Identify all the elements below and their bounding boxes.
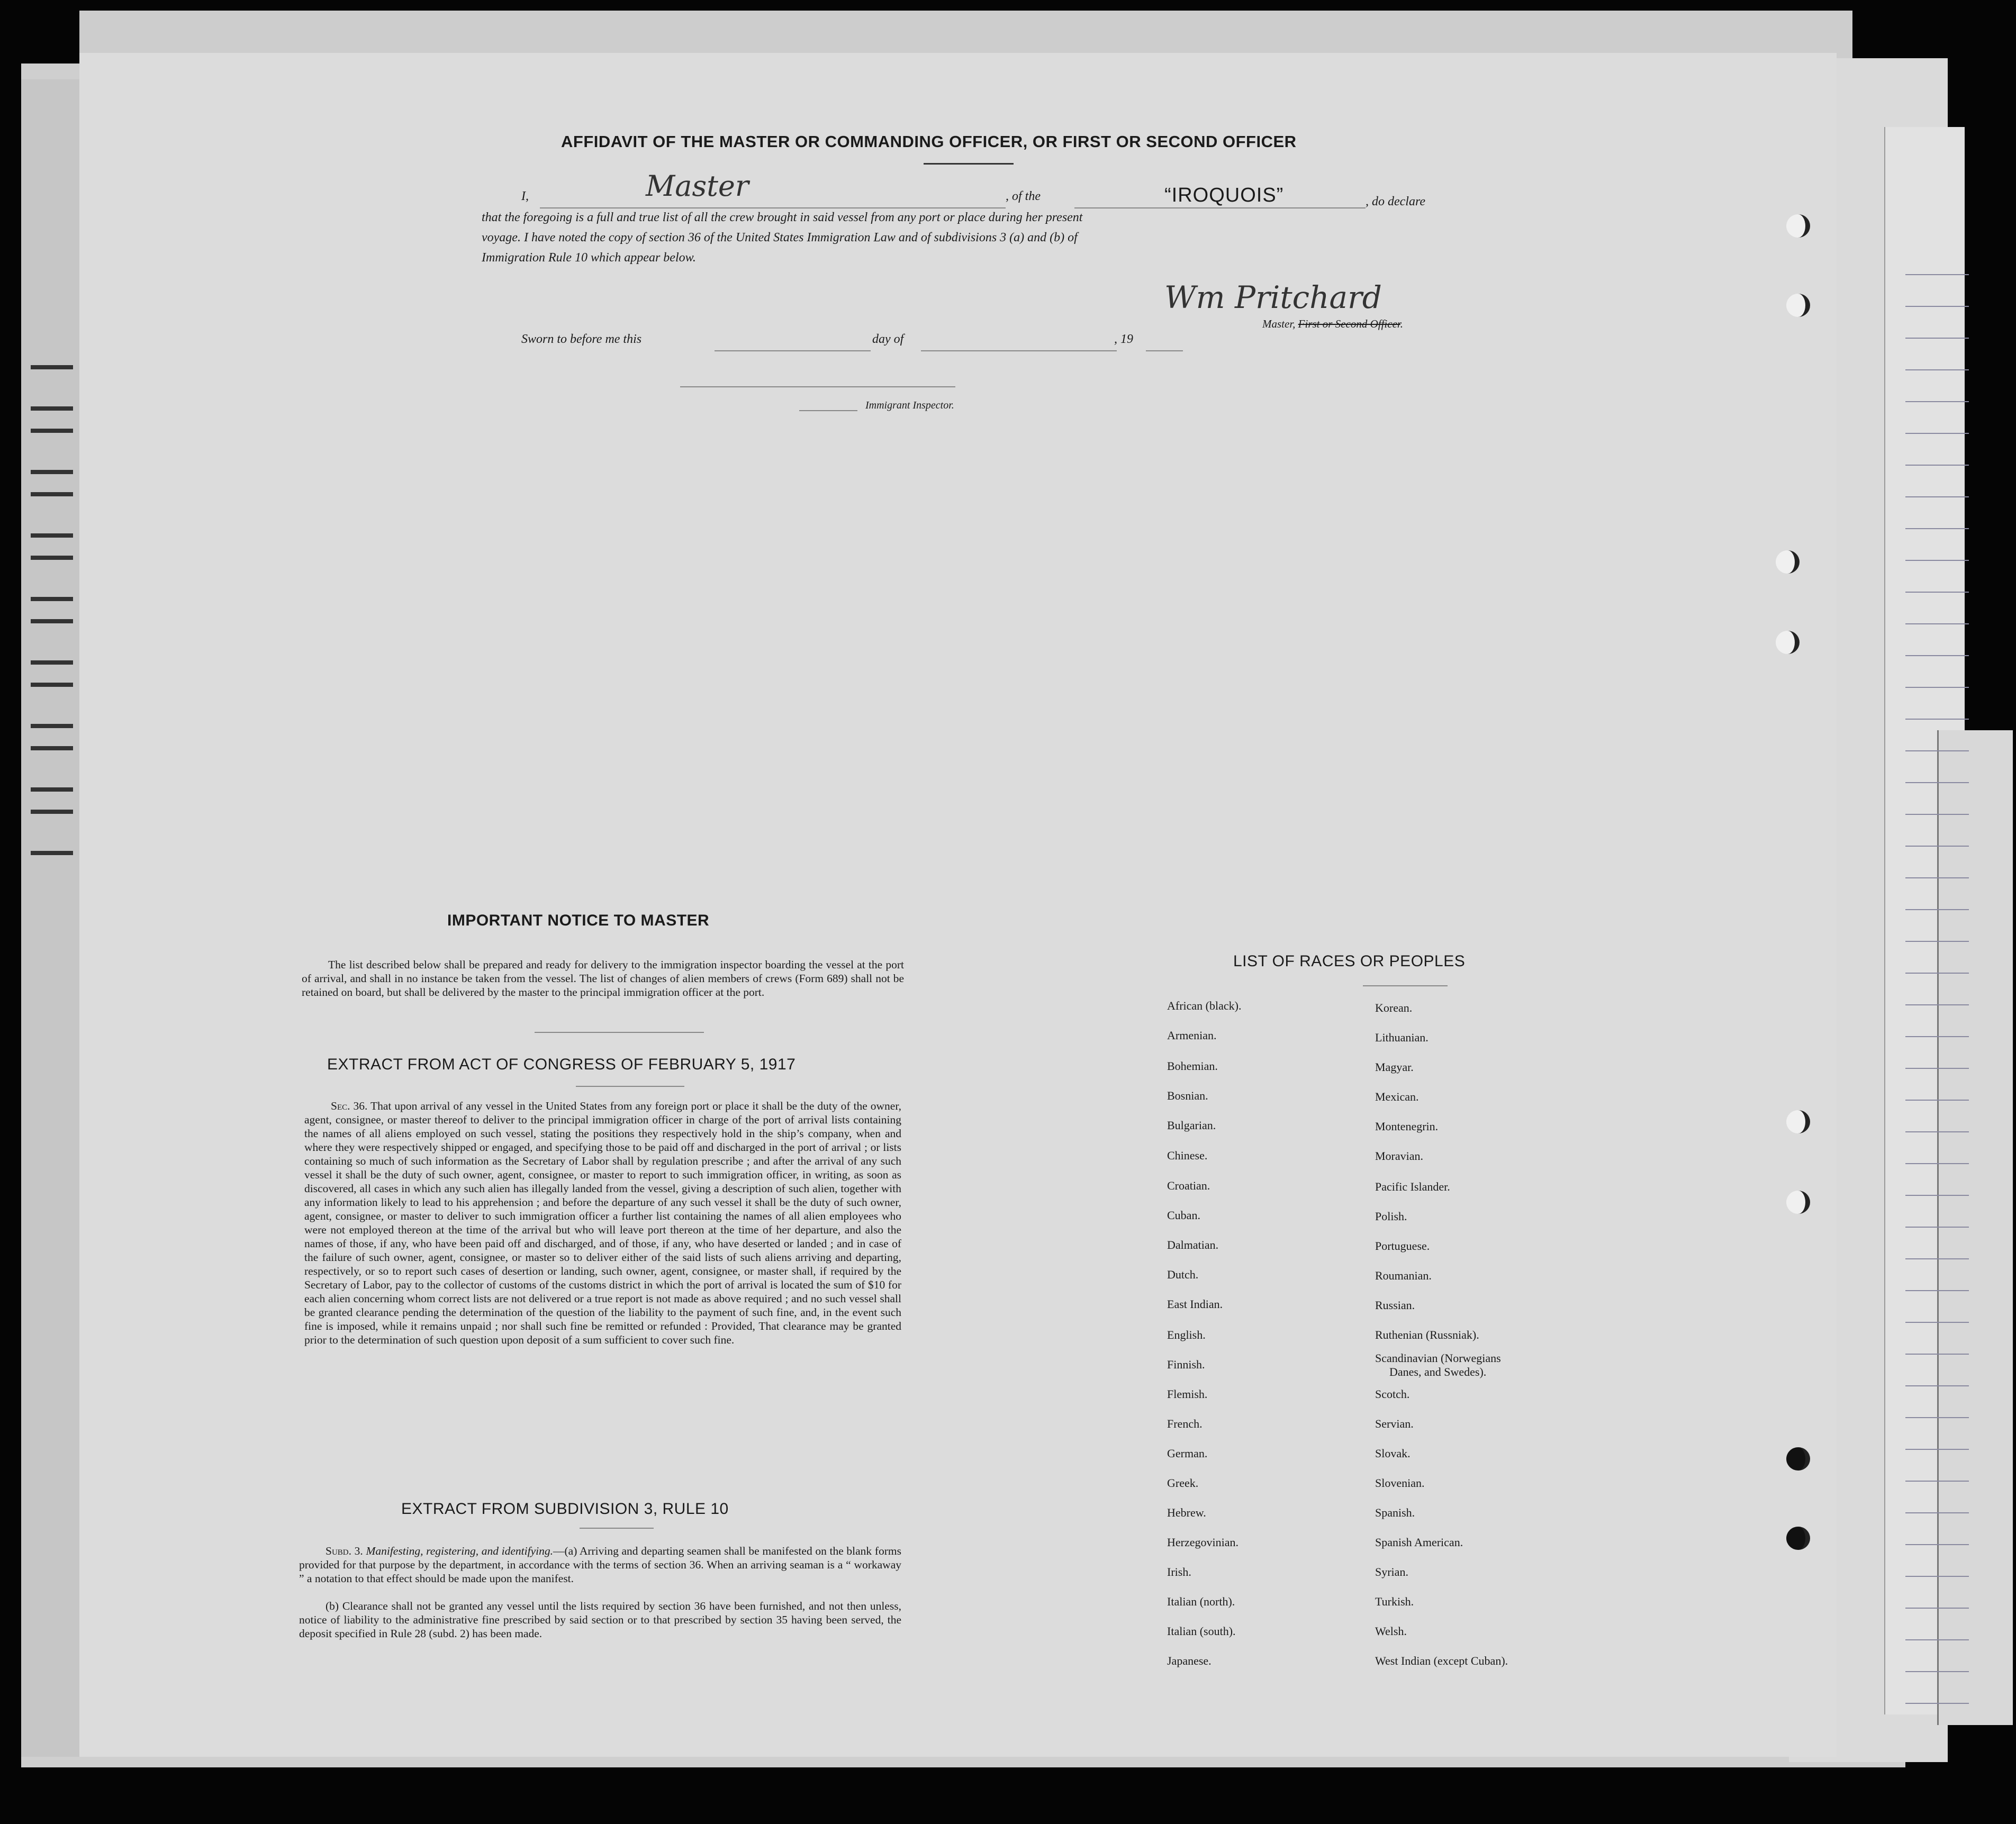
- punch-hole: [1776, 550, 1800, 574]
- race-item: Scotch.: [1375, 1387, 1410, 1401]
- rule-title-rule: [580, 1528, 654, 1529]
- ship-name: “IROQUOIS”: [1164, 184, 1284, 206]
- race-item: Slovenian.: [1375, 1476, 1425, 1490]
- sworn-day-blank: [715, 350, 871, 351]
- race-item: Dutch.: [1167, 1268, 1199, 1281]
- race-item: Pacific Islander.: [1375, 1180, 1450, 1193]
- race-item: English.: [1167, 1328, 1206, 1341]
- signer-struck-text: First or Second Officer: [1298, 317, 1400, 330]
- inspector-line-2: [799, 410, 857, 411]
- race-item: Montenegrin.: [1375, 1120, 1439, 1133]
- punch-hole: [1786, 1447, 1810, 1471]
- punch-hole: [1786, 1191, 1810, 1214]
- notice-rule: [535, 1032, 704, 1033]
- affidavit-i: I,: [521, 189, 529, 203]
- day-of-text: day of: [872, 332, 904, 346]
- race-item: Bohemian.: [1167, 1059, 1218, 1073]
- ledger-lines: [1905, 243, 1969, 1725]
- race-item: Chinese.: [1167, 1149, 1208, 1162]
- race-item: Slovak.: [1375, 1447, 1411, 1460]
- race-item: Croatian.: [1167, 1179, 1210, 1192]
- rule-text-a: [299, 1544, 901, 1585]
- race-item: Dalmatian.: [1167, 1238, 1219, 1251]
- punch-hole: [1786, 1110, 1810, 1133]
- race-item: Danes, and Swedes).: [1389, 1365, 1487, 1378]
- subd-label: Subd. 3.: [326, 1545, 363, 1557]
- race-item: Hebrew.: [1167, 1506, 1206, 1519]
- role-blank: [540, 207, 1006, 208]
- act-text: [304, 1099, 901, 1347]
- race-item: Armenian.: [1167, 1029, 1217, 1042]
- races-title: LIST OF RACES OR PEOPLES: [1233, 952, 1466, 970]
- act-title: EXTRACT FROM ACT OF CONGRESS OF FEBRUARY 5, 1917: [327, 1056, 796, 1073]
- race-item: Roumanian.: [1375, 1269, 1432, 1282]
- race-item: Polish.: [1375, 1210, 1407, 1223]
- affidavit-line-2: that the foregoing is a full and true list of all the crew brought in said vessel from any port or place during her present: [482, 211, 1083, 224]
- race-item: Syrian.: [1375, 1565, 1408, 1578]
- handwritten-role: Master: [646, 169, 749, 203]
- sworn-text: Sworn to before me this: [521, 332, 642, 346]
- do-declare-text: , do declare: [1366, 195, 1426, 208]
- punch-hole: [1786, 1527, 1810, 1550]
- inspector-line: [680, 386, 955, 387]
- ship-blank: [1074, 207, 1366, 208]
- race-item: Herzegovinian.: [1167, 1536, 1238, 1549]
- punch-hole: [1786, 294, 1810, 317]
- race-item: Magyar.: [1375, 1060, 1414, 1074]
- race-item: Japanese.: [1167, 1654, 1212, 1667]
- race-item: German.: [1167, 1447, 1208, 1460]
- race-item: Servian.: [1375, 1417, 1414, 1430]
- race-item: Lithuanian.: [1375, 1031, 1429, 1044]
- race-item: Italian (north).: [1167, 1595, 1235, 1608]
- sworn-month-blank: [921, 350, 1117, 351]
- race-item: Flemish.: [1167, 1387, 1208, 1401]
- subd-heading: Manifesting, registering, and identifying.: [366, 1545, 553, 1557]
- race-item: Turkish.: [1375, 1595, 1414, 1608]
- race-item: French.: [1167, 1417, 1203, 1430]
- of-the-text: , of the: [1006, 189, 1041, 203]
- race-item: African (black).: [1167, 999, 1242, 1012]
- punch-hole: [1776, 631, 1800, 654]
- year-blank: [1146, 350, 1183, 351]
- race-item: Ruthenian (Russniak).: [1375, 1328, 1479, 1341]
- punch-hole: [1786, 214, 1810, 238]
- races-rule: [1363, 985, 1448, 986]
- rule-text-b: (b) Clearance shall not be granted any vessel until the lists required by section 36 have been furnished, and not then unless, notice of liability to the administrative fine prescribed by said section or to that prescribed by section 35 having been served, the deposit specified in Rule 28 (subd. 2) has been made.: [299, 1600, 901, 1640]
- race-item: West Indian (except Cuban).: [1375, 1654, 1508, 1667]
- signer-title: [1262, 317, 1403, 331]
- signer-prefix: Master,: [1262, 317, 1296, 330]
- act-rule: [576, 1086, 684, 1087]
- affidavit-title: AFFIDAVIT OF THE MASTER OR COMMANDING OFFICER, OR FIRST OR SECOND OFFICER: [561, 132, 1297, 151]
- race-item: Welsh.: [1375, 1625, 1407, 1638]
- affidavit-line-3: voyage. I have noted the copy of section 36 of the United States Immigration Law and of subdivisions 3 (a) and (b) of: [482, 231, 1078, 244]
- race-item: Mexican.: [1375, 1090, 1419, 1103]
- signature: Wm Pritchard: [1164, 279, 1382, 315]
- subd-text-a: —(a) Arriving and departing seamen shall be manifested on the blank forms provided for that purpose by the department, in accordance with the terms of section 36. When an arriving seaman is a “ workaway ” a notation to that effect should be made upon the manifest.: [299, 1545, 901, 1585]
- sec-36-text: That upon arrival of any vessel in the United States from any foreign port or place it shall be the duty of the owner, agent, consignee, or master thereof to deliver to the principal immigration officer in charge of the port of arrival lists containing the names of all aliens employed on such vessel, stating the positions they respectively hold in the ship’s company, when and where they were respectively shipped or engaged, and specifying those to be paid off and discharged in the port of arrival ; or lists containing so much of such information as the Secretary of Labor shall by regulation prescribe ; and after the arrival of any such vessel it shall be the duty of such owner, agent, consignee, or master to report to such immigration officer, in writing, as soon as discovered, all cases in which any such alien has illegally landed from the vessel, giving a description of such alien, together with any information likely to lead to his apprehension ; and before the departure of any such vessel it shall be the duty of such owner, agent, consignee, or master to deliver to such immigration officer a further list containing the names of all alien employees who were not employed thereon at the time of the arrival but who will leave port thereon at the time of her departure, and also the names of those, if any, who have been paid off and discharged, and of those, if any, who have deserted or landed ; and in case of the failure of such owner, agent, consignee, or master so to deliver either of the said lists of such aliens arriving and departing, respectively, or so to report such cases of desertion or landing, such owner, agent, consignee, or master shall, if required by the Secretary of Labor, pay to the collector of customs of the customs district in which the port of arrival is located the sum of $10 for each alien concerning whom correct lists are not delivered or a true report is not made as above required ; and no such vessel shall be granted clearance pending the determination of the question of the liability to the payment of such fine, and, in the event such fine is imposed, while it remains unpaid ; nor shall such fine be remitted or refunded : Provided, That clearance may be granted prior to the determination of such question upon deposit of a sum sufficient to cover such fine.: [304, 1100, 901, 1346]
- affidavit-line-4: Immigration Rule 10 which appear below.: [482, 251, 696, 265]
- affidavit-page: [79, 53, 1837, 1757]
- race-item: Spanish American.: [1375, 1536, 1463, 1549]
- title-rule: [924, 163, 1014, 165]
- notice-title: IMPORTANT NOTICE TO MASTER: [447, 912, 710, 929]
- race-item: Greek.: [1167, 1476, 1199, 1490]
- race-item: Finnish.: [1167, 1358, 1205, 1371]
- signer-suffix: .: [1400, 317, 1403, 330]
- race-item: Spanish.: [1375, 1506, 1415, 1519]
- race-item: Russian.: [1375, 1299, 1415, 1312]
- race-item: Irish.: [1167, 1565, 1191, 1578]
- inspector-label: Immigrant Inspector.: [865, 400, 954, 411]
- race-item: Korean.: [1375, 1001, 1413, 1014]
- race-item: Italian (south).: [1167, 1625, 1236, 1638]
- notice-text: The list described below shall be prepared and ready for delivery to the immigration inspector boarding the vessel at the port of arrival, and shall in no instance be taken from the vessel. The list of changes of alien members of crews (Form 689) shall not be retained on board, but shall be delivered by the master to the principal immigration officer at the port.: [302, 958, 904, 999]
- left-binding-strip: [21, 79, 81, 1757]
- rule-title: EXTRACT FROM SUBDIVISION 3, RULE 10: [401, 1500, 729, 1518]
- race-item: Bulgarian.: [1167, 1119, 1216, 1132]
- sec-label: Sec. 36.: [331, 1100, 368, 1112]
- race-item: Moravian.: [1375, 1149, 1424, 1163]
- race-item: Cuban.: [1167, 1209, 1200, 1222]
- race-item: Bosnian.: [1167, 1089, 1208, 1102]
- race-item: East Indian.: [1167, 1297, 1223, 1311]
- race-item: Portuguese.: [1375, 1239, 1430, 1253]
- race-item: Scandinavian (Norwegians: [1375, 1351, 1501, 1365]
- year-prefix: , 19: [1114, 332, 1133, 346]
